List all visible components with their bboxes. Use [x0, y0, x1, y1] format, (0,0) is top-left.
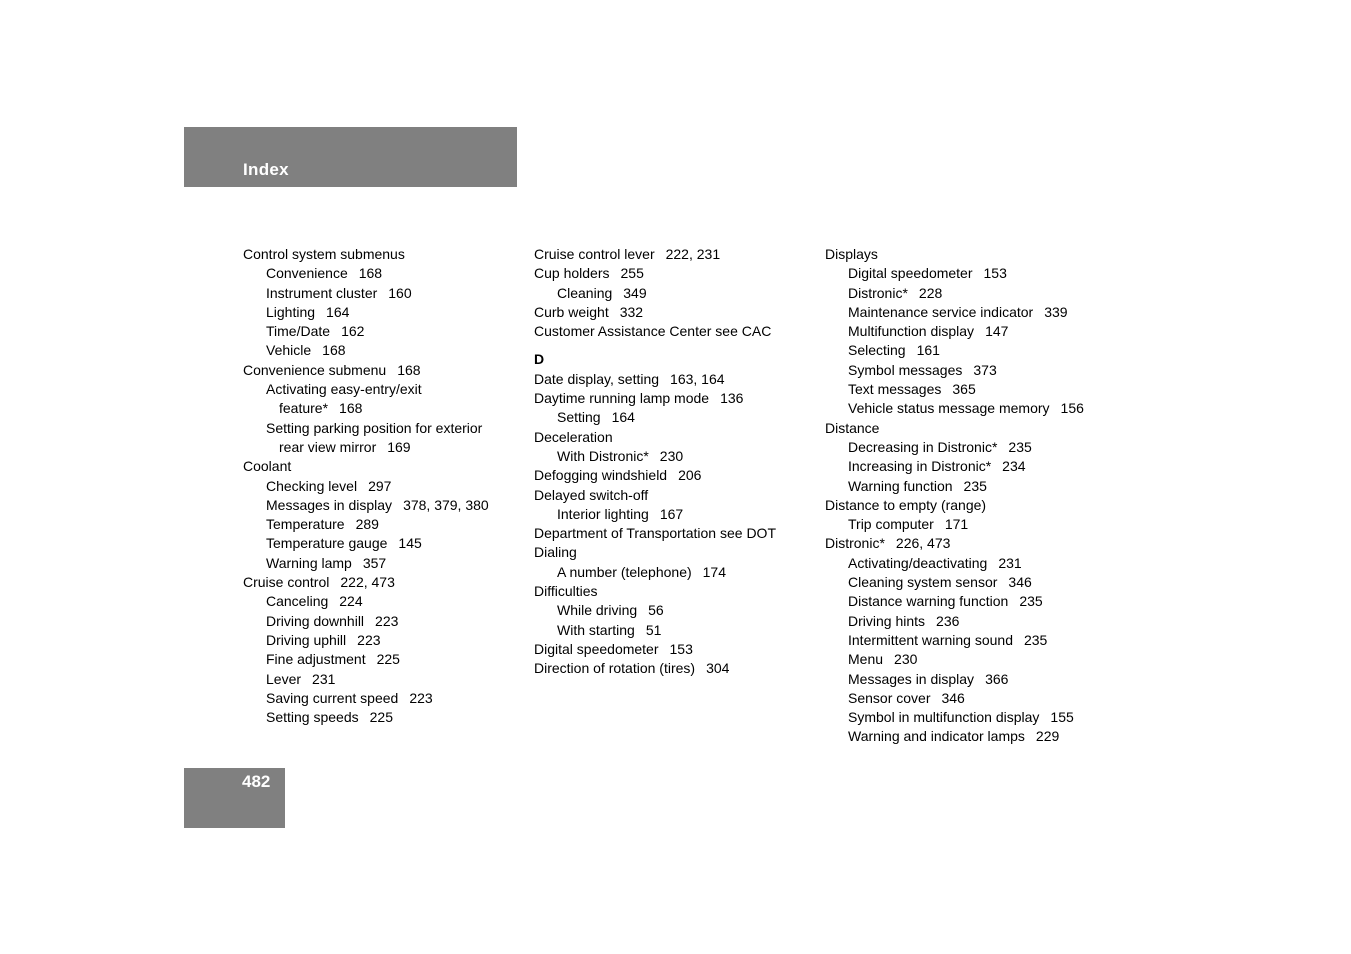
index-term: Setting parking position for exterior [266, 419, 483, 436]
index-entry [534, 524, 776, 543]
index-entry [534, 322, 776, 341]
index-entry [534, 601, 776, 620]
index-term: Warning and indicator lamps [848, 728, 1025, 745]
index-term: Fine adjustment [266, 651, 366, 668]
index-entry [825, 631, 1084, 650]
index-entry [825, 303, 1084, 322]
index-term: Department of Transportation see DOT [534, 525, 776, 542]
index-entry [825, 689, 1084, 708]
index-term: Cruise control lever [534, 246, 655, 262]
index-term: Digital speedometer [848, 265, 973, 282]
index-term: Canceling [266, 593, 329, 610]
index-entry [243, 361, 489, 380]
index-term: With Distronic* [557, 447, 649, 464]
index-term: Multifunction display [848, 323, 975, 340]
index-entry [534, 563, 776, 582]
index-term: Lighting [266, 303, 316, 320]
index-page-ref: 235 [963, 477, 987, 494]
index-entry [825, 592, 1084, 611]
index-term: Temperature gauge [266, 535, 388, 552]
index-page-ref: 346 [1008, 574, 1032, 591]
index-entry [243, 322, 489, 341]
index-page-ref: 229 [1035, 728, 1060, 745]
index-page-ref: 223 [375, 612, 399, 629]
index-entry [243, 573, 489, 592]
index-page-ref: 164 [611, 409, 635, 426]
index-page-ref: 332 [619, 303, 644, 320]
index-entry [534, 543, 776, 562]
index-term: Coolant [243, 458, 292, 475]
index-term: Delayed switch-off [534, 486, 649, 503]
index-entry [825, 670, 1084, 689]
index-term: Distronic* [825, 535, 885, 552]
index-entry [534, 659, 776, 678]
index-entry [825, 438, 1084, 457]
page-title: Index [243, 160, 289, 179]
index-page-ref: 206 [678, 467, 702, 484]
index-entry [825, 708, 1084, 727]
index-page-ref: 147 [985, 323, 1009, 340]
index-term: Distance [825, 419, 880, 436]
index-entry [243, 534, 489, 553]
index-entry [243, 612, 489, 631]
index-term: Cleaning system sensor [848, 574, 998, 591]
index-entry [243, 670, 489, 689]
index-entry [243, 689, 489, 708]
index-column-1 [243, 245, 489, 727]
index-page-ref: 160 [388, 284, 412, 301]
index-term: Text messages [848, 381, 942, 398]
index-term: feature* [279, 400, 329, 417]
index-page-ref: 164 [326, 303, 350, 320]
index-entry [243, 477, 489, 496]
index-page-ref: 235 [1019, 593, 1043, 610]
index-page-ref: 223 [357, 631, 381, 648]
index-entry [825, 477, 1084, 496]
index-term: Increasing in Distronic* [848, 458, 992, 475]
index-page-ref: 153 [983, 265, 1007, 282]
index-term: Customer Assistance Center see CAC [534, 323, 772, 340]
index-term: D [534, 351, 545, 368]
index-entry [534, 389, 776, 408]
index-entry [825, 457, 1084, 476]
index-term: Driving hints [848, 612, 926, 629]
index-entry [825, 322, 1084, 341]
index-term: Difficulties [534, 583, 598, 600]
index-term: Deceleration [534, 428, 613, 445]
index-term: With starting [557, 621, 635, 638]
index-page-ref: 168 [358, 265, 383, 282]
index-page-ref: 171 [944, 516, 969, 533]
index-term: Lever [266, 670, 302, 687]
index-page-ref: 235 [1008, 438, 1032, 455]
index-term: While driving [557, 602, 638, 619]
index-page-ref: 168 [397, 361, 421, 378]
index-entry [825, 612, 1084, 631]
index-page-ref: 174 [702, 563, 726, 580]
index-page-ref: 235 [1023, 631, 1048, 648]
index-term: Activating easy-entry/exit [266, 381, 422, 398]
index-page-ref: 226, 473 [895, 535, 951, 552]
index-page-ref: 339 [1044, 303, 1068, 320]
index-entry [825, 284, 1084, 303]
index-page-ref: 234 [1002, 458, 1026, 475]
index-entry [243, 708, 489, 727]
index-page-ref: 223 [409, 689, 433, 706]
index-term: Interior lighting [557, 505, 649, 522]
index-term: Driving downhill [266, 612, 365, 629]
index-term: Activating/deactivating [848, 554, 988, 571]
index-page-ref: 304 [706, 660, 730, 677]
index-entry [243, 496, 489, 515]
index-term: Convenience submenu [243, 361, 387, 378]
index-page-ref: 155 [1050, 709, 1074, 726]
index-entry [825, 361, 1084, 380]
index-term: Warning function [848, 477, 953, 494]
index-entry [825, 727, 1084, 746]
index-page-ref: 255 [620, 265, 644, 282]
index-page-ref: 231 [998, 554, 1022, 571]
index-page-ref: 225 [369, 709, 393, 726]
index-page-ref: 153 [669, 640, 693, 657]
index-page-ref: 224 [339, 593, 363, 610]
index-term: Setting speeds [266, 709, 359, 726]
index-entry [825, 554, 1084, 573]
index-term: Instrument cluster [266, 284, 378, 301]
index-entry [243, 631, 489, 650]
index-entry [534, 264, 776, 283]
index-term: Symbol in multifunction display [848, 709, 1040, 726]
index-entry [243, 515, 489, 534]
index-entry [243, 457, 489, 476]
index-term: Cruise control [243, 574, 330, 591]
index-page-ref: 230 [659, 447, 684, 464]
index-term: Vehicle status message memory [848, 400, 1050, 417]
index-entry [243, 264, 489, 283]
index-entry [243, 341, 489, 360]
index-page-ref: 169 [387, 438, 411, 455]
index-page-ref: 357 [362, 554, 387, 571]
index-entry [534, 245, 776, 264]
index-term: Digital speedometer [534, 640, 659, 657]
index-page-ref: 161 [916, 342, 940, 359]
index-entry [534, 284, 776, 303]
index-page-ref: 366 [985, 670, 1009, 687]
index-term: Temperature [266, 516, 345, 533]
index-term: Messages in display [266, 496, 393, 513]
index-term: Driving uphill [266, 631, 347, 648]
index-term: Menu [848, 651, 884, 668]
index-term: Setting [557, 409, 601, 426]
index-page-ref: 373 [973, 361, 997, 378]
index-entry [243, 399, 489, 418]
index-term: A number (telephone) [557, 563, 692, 580]
index-term: Sensor cover [848, 689, 931, 706]
index-term: Symbol messages [848, 361, 963, 378]
index-term: Displays [825, 246, 878, 262]
index-entry [825, 399, 1084, 418]
index-page-ref: 168 [322, 342, 346, 359]
page-number: 482 [242, 772, 271, 791]
index-term: Distance warning function [848, 593, 1009, 610]
index-entry [534, 408, 776, 427]
index-entry [534, 447, 776, 466]
index-entry [825, 341, 1084, 360]
index-page-ref: 289 [355, 516, 379, 533]
index-term: Distronic* [848, 284, 908, 301]
index-entry [825, 264, 1084, 283]
index-column-3 [825, 245, 1084, 747]
index-page-ref: 163, 164 [670, 370, 725, 387]
index-entry [243, 438, 489, 457]
index-term: Warning lamp [266, 554, 352, 571]
index-term: Dialing [534, 544, 577, 561]
index-entry [243, 284, 489, 303]
index-term: Selecting [848, 342, 906, 359]
index-entry [243, 592, 489, 611]
index-term: Cleaning [557, 284, 613, 301]
index-letter-heading [534, 350, 776, 369]
index-page-ref: 162 [341, 323, 365, 340]
index-entry [534, 370, 776, 389]
index-term: Date display, setting [534, 370, 660, 387]
index-entry [825, 650, 1084, 669]
index-term: rear view mirror [279, 438, 377, 455]
index-page-ref: 236 [936, 612, 960, 629]
index-term: Control system submenus [243, 246, 405, 262]
index-term: Direction of rotation (tires) [534, 660, 696, 677]
index-page-ref: 349 [623, 284, 647, 301]
index-page-ref: 365 [952, 381, 976, 398]
index-entry [825, 515, 1084, 534]
index-term: Curb weight [534, 303, 609, 320]
index-page-ref: 222, 231 [665, 246, 721, 262]
index-page-ref: 297 [368, 477, 392, 494]
index-term: Defogging windshield [534, 467, 668, 484]
index-entry [243, 380, 489, 399]
index-page-ref: 136 [720, 390, 744, 407]
index-page-ref: 51 [645, 621, 662, 638]
index-entry [825, 380, 1084, 399]
header-bar [184, 127, 517, 187]
index-page-ref: 167 [659, 505, 684, 522]
index-entry [534, 428, 776, 447]
index-page-ref: 225 [376, 651, 400, 668]
index-entry [825, 245, 1084, 264]
index-term: Maintenance service indicator [848, 303, 1034, 320]
index-page-ref: 231 [312, 670, 336, 687]
index-page-ref: 145 [398, 535, 422, 552]
index-page-ref: 346 [941, 689, 965, 706]
index-term: Messages in display [848, 670, 975, 687]
index-entry [534, 582, 776, 601]
index-page-ref: 56 [648, 602, 664, 619]
index-page-ref: 168 [339, 400, 363, 417]
index-page-ref: 156 [1060, 400, 1084, 417]
index-page-ref: 228 [918, 284, 943, 301]
index-term: Checking level [266, 477, 358, 494]
index-page-ref: 230 [894, 651, 918, 668]
index-entry [825, 419, 1084, 438]
index-entry [243, 650, 489, 669]
index-term: Distance to empty (range) [825, 496, 987, 513]
index-entry [534, 466, 776, 485]
index-term: Daytime running lamp mode [534, 390, 710, 407]
index-term: Trip computer [848, 516, 934, 533]
index-entry [534, 505, 776, 524]
index-entry [534, 303, 776, 322]
index-term: Saving current speed [266, 689, 399, 706]
index-entry [534, 486, 776, 505]
index-entry [825, 573, 1084, 592]
index-term: Intermittent warning sound [848, 631, 1013, 648]
index-entry [534, 640, 776, 659]
index-entry [825, 496, 1084, 515]
index-term: Cup holders [534, 265, 610, 282]
index-entry [243, 245, 489, 264]
index-page-ref: 378, 379, 380 [403, 496, 489, 513]
index-term: Time/Date [266, 323, 331, 340]
index-page-ref: 222, 473 [340, 574, 395, 591]
index-term: Vehicle [266, 342, 312, 359]
index-column-2 [534, 245, 776, 679]
index-term: Convenience [266, 265, 348, 282]
index-entry [825, 534, 1084, 553]
index-term: Decreasing in Distronic* [848, 438, 998, 455]
index-entry [534, 621, 776, 640]
index-entry [243, 419, 489, 438]
index-entry [243, 303, 489, 322]
index-entry [243, 554, 489, 573]
